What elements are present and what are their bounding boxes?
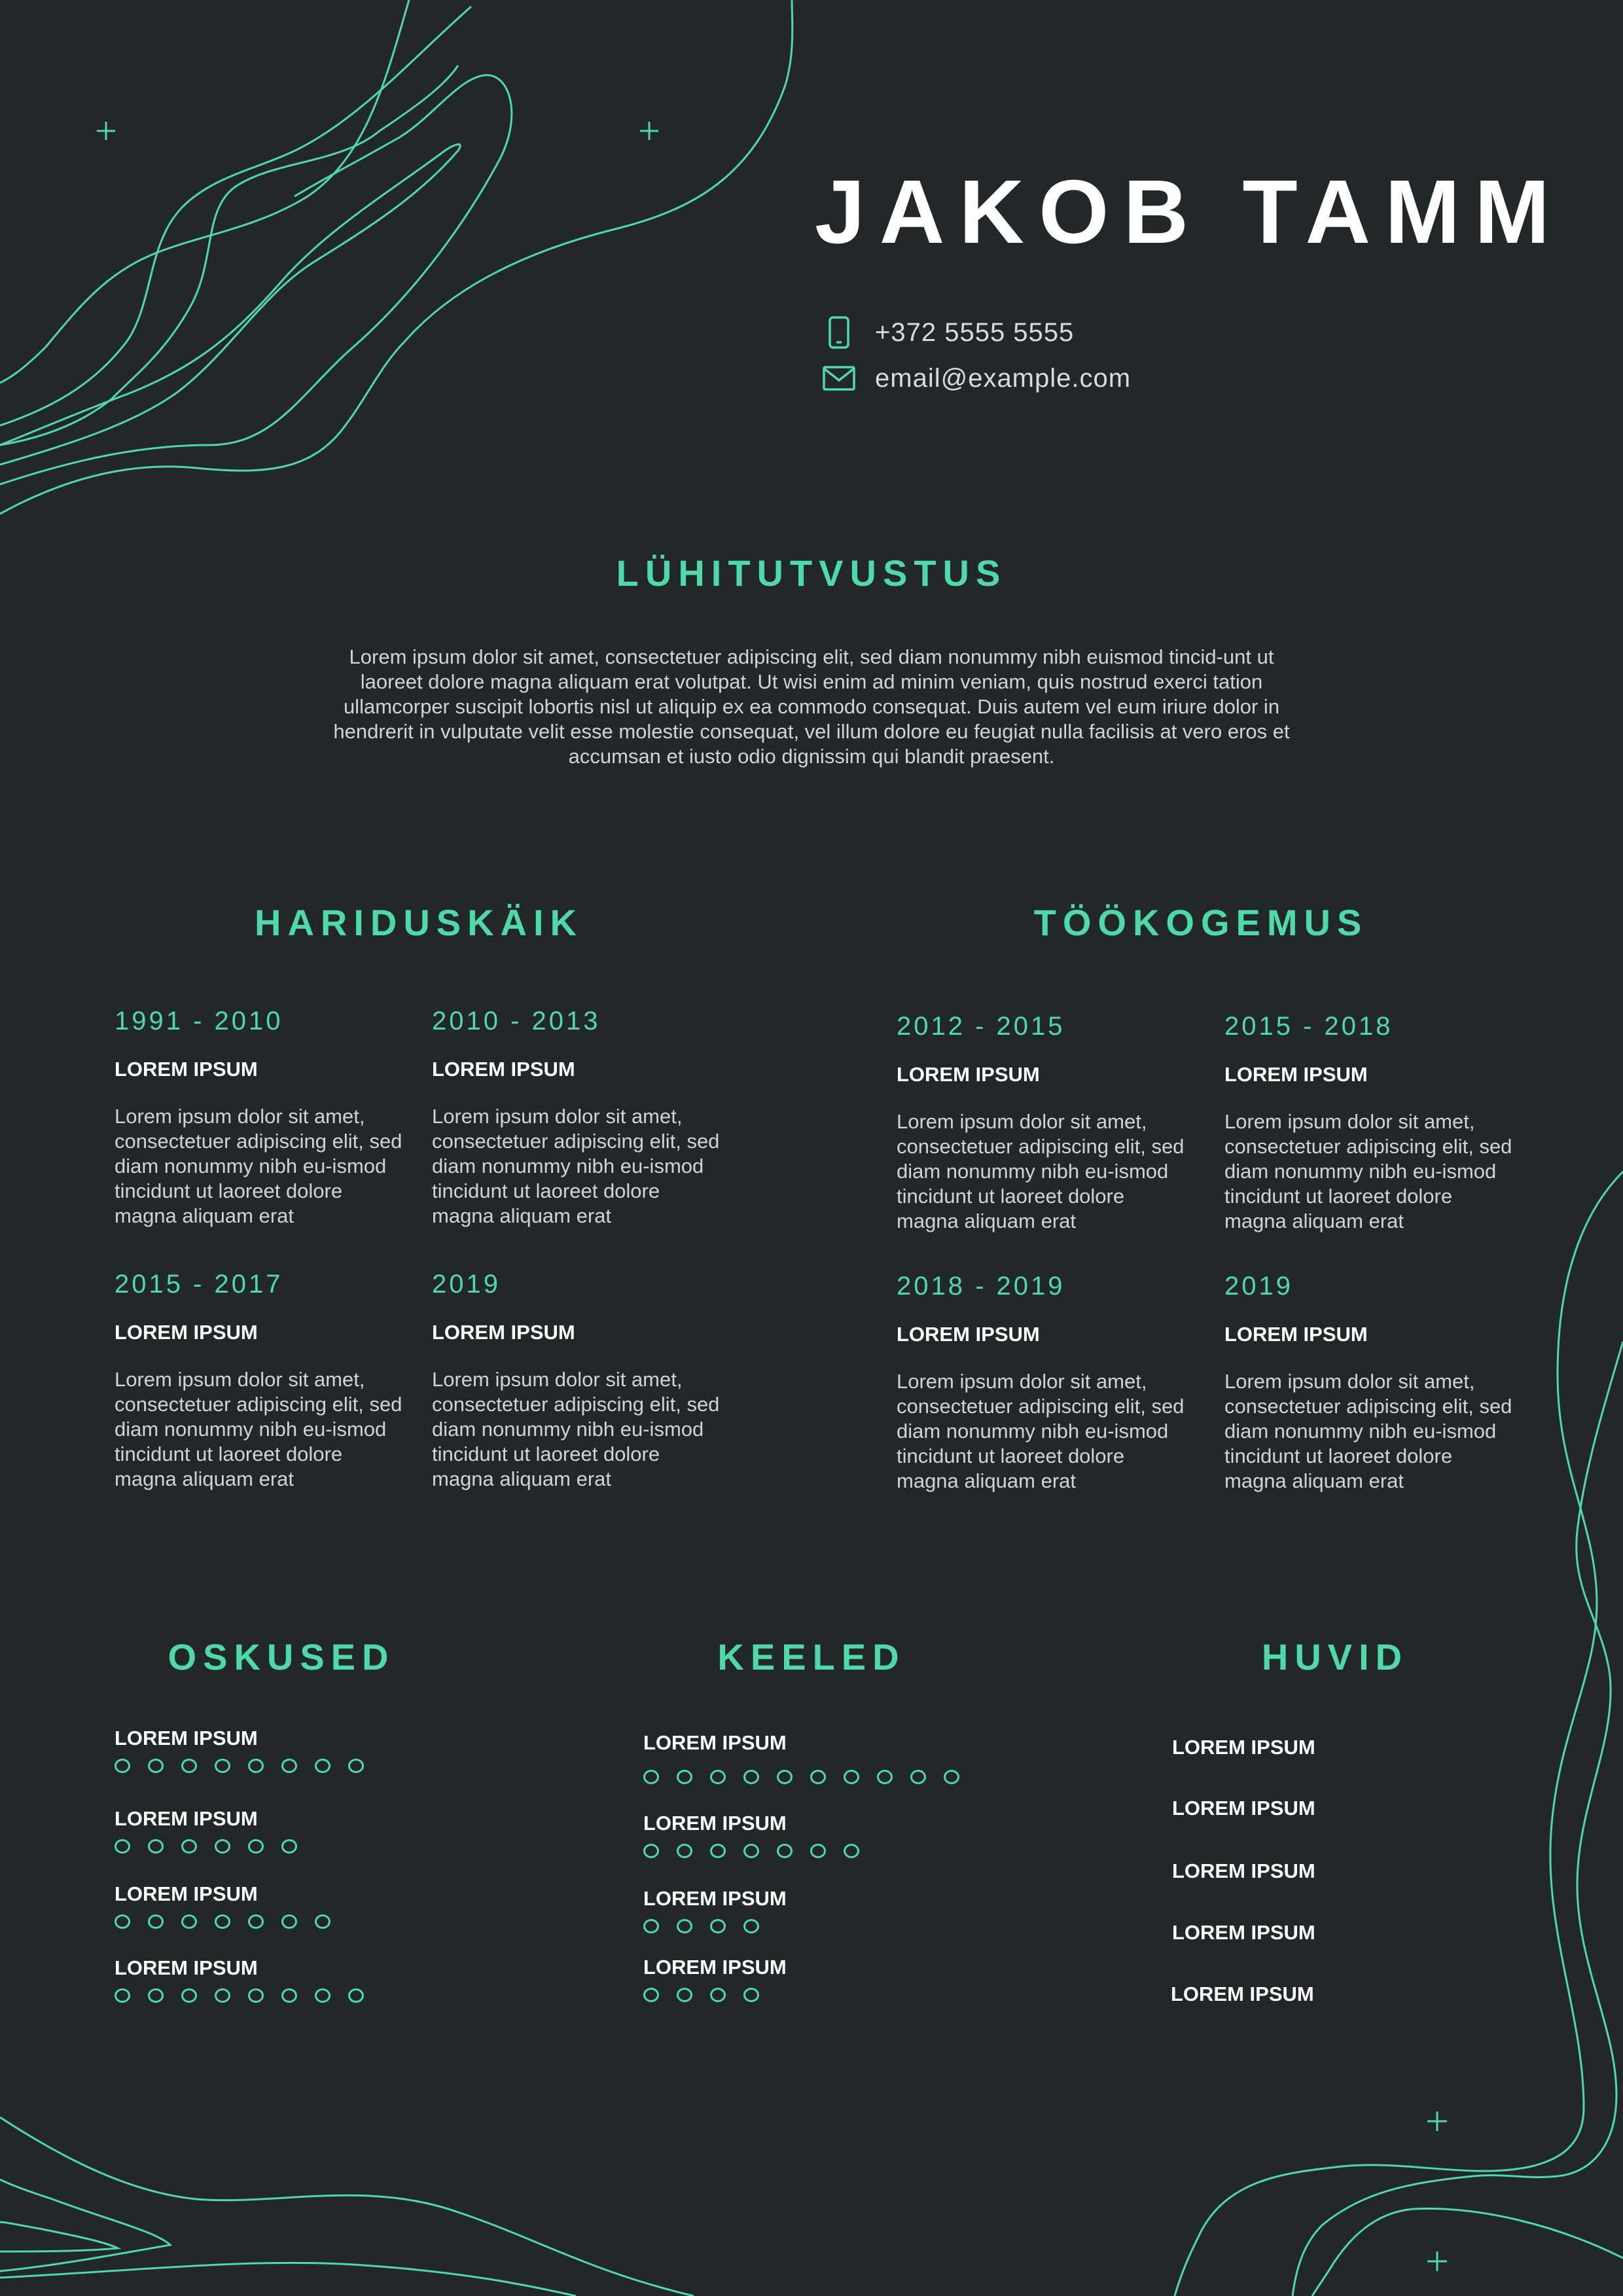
- entry-title: LOREM IPSUM: [115, 1058, 258, 1081]
- entry-years: 1991 - 2010: [115, 1007, 283, 1035]
- rating-dot: [315, 1914, 330, 1929]
- rating-dot: [181, 1914, 197, 1929]
- rating-dot: [777, 1770, 793, 1784]
- language-item: [643, 1888, 1101, 1933]
- summary-text: Lorem ipsum dolor sit amet, consectetuer adipiscing elit, sed diam nonummy nibh euismod tincid-unt ut laoreet dolore magna aliquam erat volutpat. Ut wisi enim ad minim veniam, quis nostrud exerci tation ullamcorper suscipit lobortis nisl ut aliquip ex ea commodo consequat. Duis autem vel eum iriure dolor in hendrerit in vulputate velit esse molestie consequat, vel illum dolore eu feugiat nulla facilisis at vero eros et accumsan et iusto odio dignissim qui blandit praesent.: [333, 645, 1290, 768]
- language-label: LOREM IPSUM: [643, 1812, 787, 1835]
- skill-rating: [115, 1988, 573, 2003]
- experience-entry: [897, 1013, 1191, 1234]
- experience-heading: TÖÖKOGEMUS: [1033, 902, 1368, 943]
- rating-dot: [148, 1759, 164, 1773]
- envelope-icon: [821, 361, 857, 396]
- entry-description: Lorem ipsum dolor sit amet, consectetuer adipiscing elit, sed diam nonummy nibh eu-ismod tincidunt ut laoreet dolore magna aliquam erat: [1224, 1370, 1512, 1492]
- rating-dot: [115, 1914, 130, 1929]
- entry-title: LOREM IPSUM: [1224, 1323, 1368, 1346]
- rating-dot: [944, 1770, 959, 1784]
- hobbies-heading: HUVID: [1261, 1636, 1409, 1677]
- rating-dot: [181, 1988, 197, 2003]
- rating-dot: [315, 1988, 330, 2003]
- candidate-name: JAKOB TAMM: [815, 162, 1565, 262]
- skill-label: LOREM IPSUM: [115, 1956, 258, 1979]
- entry-description: Lorem ipsum dolor sit amet, consectetuer adipiscing elit, sed diam nonummy nibh eu-ismod tincidunt ut laoreet dolore magna aliquam erat: [432, 1105, 720, 1227]
- rating-dot: [248, 1988, 264, 2003]
- entry-title: LOREM IPSUM: [897, 1323, 1040, 1346]
- language-label: LOREM IPSUM: [643, 1956, 787, 1979]
- education-heading: HARIDUSKÄIK: [255, 902, 583, 943]
- language-rating: [643, 1844, 1101, 1858]
- rating-dot: [148, 1988, 164, 2003]
- rating-dot: [281, 1839, 297, 1854]
- skill-item: [115, 1728, 573, 1773]
- skill-label: LOREM IPSUM: [115, 1807, 258, 1830]
- rating-dot: [677, 1919, 692, 1933]
- hobby-item: LOREM IPSUM: [1172, 1921, 1315, 1944]
- rating-dot: [810, 1844, 826, 1858]
- skill-label: LOREM IPSUM: [115, 1882, 258, 1905]
- rating-dot: [348, 1988, 364, 2003]
- entry-description: Lorem ipsum dolor sit amet, consectetuer adipiscing elit, sed diam nonummy nibh eu-ismod tincidunt ut laoreet dolore magna aliquam erat: [897, 1110, 1185, 1232]
- entry-description: Lorem ipsum dolor sit amet, consectetuer adipiscing elit, sed diam nonummy nibh eu-ismod tincidunt ut laoreet dolore magna aliquam erat: [1224, 1110, 1512, 1232]
- rating-dot: [115, 1759, 130, 1773]
- entry-years: 2012 - 2015: [897, 1012, 1065, 1041]
- rating-dot: [743, 1770, 759, 1784]
- rating-dot: [281, 1759, 297, 1773]
- language-item: [643, 1732, 1101, 1784]
- education-entry: [432, 1008, 726, 1229]
- rating-dot: [743, 1919, 759, 1933]
- rating-dot: [777, 1844, 793, 1858]
- skill-rating: [115, 1914, 573, 1929]
- language-rating: [643, 1988, 1101, 2002]
- phone-icon: [821, 315, 857, 350]
- skill-item: [115, 1884, 573, 1929]
- rating-dot: [181, 1839, 197, 1854]
- rating-dot: [115, 1839, 130, 1854]
- entry-title: LOREM IPSUM: [1224, 1063, 1368, 1086]
- rating-dot: [181, 1759, 197, 1773]
- entry-description: Lorem ipsum dolor sit amet, consectetuer adipiscing elit, sed diam nonummy nibh eu-ismod tincidunt ut laoreet dolore magna aliquam erat: [897, 1370, 1185, 1492]
- rating-dot: [677, 1988, 692, 2002]
- rating-dot: [215, 1759, 230, 1773]
- rating-dot: [710, 1844, 726, 1858]
- entry-title: LOREM IPSUM: [432, 1058, 575, 1081]
- rating-dot: [677, 1770, 692, 1784]
- education-entry: [115, 1271, 409, 1492]
- rating-dot: [115, 1988, 130, 2003]
- hobby-item: LOREM IPSUM: [1171, 1982, 1314, 2005]
- skill-label: LOREM IPSUM: [115, 1727, 258, 1749]
- email-row: [821, 359, 1131, 398]
- rating-dot: [710, 1988, 726, 2002]
- education-entry: [115, 1008, 409, 1229]
- rating-dot: [248, 1759, 264, 1773]
- rating-dot: [281, 1914, 297, 1929]
- rating-dot: [643, 1770, 659, 1784]
- experience-entry: [897, 1273, 1191, 1494]
- rating-dot: [877, 1770, 893, 1784]
- rating-dot: [215, 1988, 230, 2003]
- language-item: [643, 1813, 1101, 1858]
- experience-entry: [1224, 1273, 1519, 1494]
- rating-dot: [743, 1988, 759, 2002]
- rating-dot: [248, 1839, 264, 1854]
- skills-heading: OSKUSED: [168, 1636, 395, 1677]
- entry-years: 2019: [1224, 1272, 1293, 1300]
- skill-item: [115, 1958, 573, 2003]
- rating-dot: [844, 1844, 859, 1858]
- rating-dot: [215, 1839, 230, 1854]
- hobby-item: LOREM IPSUM: [1172, 1736, 1315, 1759]
- entry-title: LOREM IPSUM: [115, 1321, 258, 1344]
- hobby-item: LOREM IPSUM: [1172, 1859, 1315, 1882]
- language-rating: [643, 1919, 1101, 1933]
- entry-years: 2010 - 2013: [432, 1007, 601, 1035]
- rating-dot: [710, 1919, 726, 1933]
- language-rating: [643, 1770, 1101, 1784]
- languages-heading: KEELED: [717, 1636, 906, 1677]
- skill-rating: [115, 1759, 573, 1773]
- rating-dot: [248, 1914, 264, 1929]
- rating-dot: [315, 1759, 330, 1773]
- entry-description: Lorem ipsum dolor sit amet, consectetuer adipiscing elit, sed diam nonummy nibh eu-ismod tincidunt ut laoreet dolore magna aliquam erat: [432, 1368, 720, 1490]
- entry-years: 2015 - 2017: [115, 1270, 283, 1299]
- entry-years: 2018 - 2019: [897, 1272, 1065, 1300]
- entry-title: LOREM IPSUM: [897, 1063, 1040, 1086]
- email-address[interactable]: email@example.com: [875, 363, 1132, 393]
- entry-description: Lorem ipsum dolor sit amet, consectetuer adipiscing elit, sed diam nonummy nibh eu-ismod tincidunt ut laoreet dolore magna aliquam erat: [115, 1105, 402, 1227]
- rating-dot: [148, 1914, 164, 1929]
- rating-dot: [844, 1770, 859, 1784]
- entry-description: Lorem ipsum dolor sit amet, consectetuer adipiscing elit, sed diam nonummy nibh eu-ismod tincidunt ut laoreet dolore magna aliquam erat: [115, 1368, 402, 1490]
- hobby-item: LOREM IPSUM: [1172, 1797, 1315, 1820]
- language-label: LOREM IPSUM: [643, 1731, 787, 1754]
- skill-item: [115, 1808, 573, 1854]
- skill-rating: [115, 1839, 573, 1854]
- entry-years: 2019: [432, 1270, 501, 1299]
- rating-dot: [148, 1839, 164, 1854]
- rating-dot: [281, 1988, 297, 2003]
- rating-dot: [910, 1770, 926, 1784]
- entry-years: 2015 - 2018: [1224, 1012, 1393, 1041]
- language-label: LOREM IPSUM: [643, 1887, 787, 1910]
- rating-dot: [743, 1844, 759, 1858]
- rating-dot: [643, 1988, 659, 2002]
- experience-entry: [1224, 1013, 1519, 1234]
- entry-title: LOREM IPSUM: [432, 1321, 575, 1344]
- education-entry: [432, 1271, 726, 1492]
- phone-row: [821, 313, 1074, 352]
- rating-dot: [348, 1759, 364, 1773]
- language-item: [643, 1957, 1101, 2002]
- summary-heading: LÜHITUTVUSTUS: [616, 552, 1007, 594]
- rating-dot: [643, 1919, 659, 1933]
- rating-dot: [215, 1914, 230, 1929]
- rating-dot: [677, 1844, 692, 1858]
- phone-number[interactable]: +372 5555 5555: [875, 317, 1075, 347]
- rating-dot: [810, 1770, 826, 1784]
- rating-dot: [710, 1770, 726, 1784]
- rating-dot: [643, 1844, 659, 1858]
